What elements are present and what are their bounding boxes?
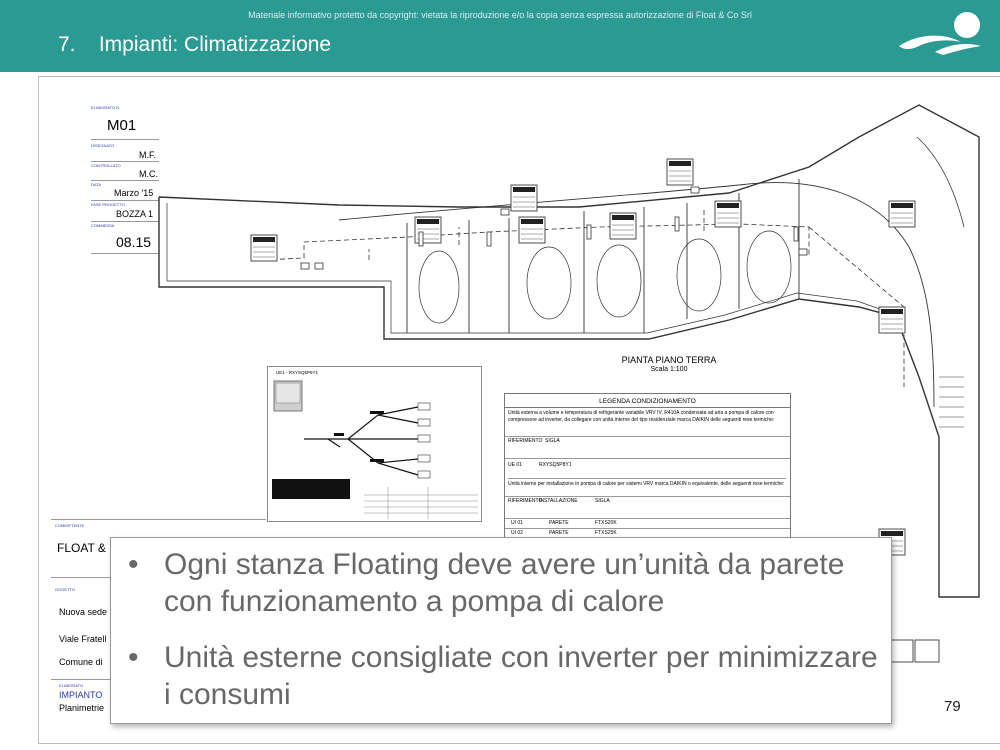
tb-fase-label: FASE PROGETTO xyxy=(91,202,125,207)
tb-disegnato-value: M.F. xyxy=(139,150,156,160)
legend-row xyxy=(505,528,790,537)
slide-title: 7. Impianti: Climatizzazione xyxy=(58,33,332,56)
bullet-text: Ogni stanza Floating deve avere un’unità da parete con funzionamento a pompa di calore xyxy=(164,548,845,618)
tb-data-label: DATA xyxy=(91,182,102,187)
bullet-text: Unità esterne consigliate con inverter per minimizzare i consumi xyxy=(164,641,878,711)
hvac-legend xyxy=(504,393,791,545)
legend-title: LEGENDA CONDIZIONAMENTO xyxy=(599,398,696,405)
copyright-notice: Materiale informativo protetto da copyright: vietata la riproduzione e/o la copia senza espressa autorizzazione di Float & Co Srl xyxy=(248,10,752,20)
legend-header-row xyxy=(505,496,790,505)
legend-header-row xyxy=(505,436,790,445)
legend-cell: PARETE xyxy=(549,520,569,526)
legend-text: Unità esterna a volume e temperatura di refrigerante variabile VRV IV, R410A condensata ad aria a pompa di calore con compressore ad inverter, da collegare con unità interne del tipo residenziale marca DAIKIN delle seguenti rese termiche: xyxy=(508,410,775,423)
refrigerant-schema xyxy=(267,366,482,522)
tb-elaborato-value: M01 xyxy=(107,117,137,134)
page-number: 79 xyxy=(944,698,961,715)
bullet-dot: • xyxy=(128,641,139,674)
tb-elaborato2-label: ELABORATO xyxy=(59,683,84,688)
company-logo xyxy=(895,8,985,60)
tb-elaborato2-sub: Planimetrie xyxy=(59,703,105,713)
legend-text: Unità interne per installazione in pompa di calore per sistemi VRV marca DAIKIN o equivalente, delle seguenti rese termiche: xyxy=(508,478,786,488)
legend-col-header: SIGLA xyxy=(595,498,610,504)
tb-oggetto-line: Comune di xyxy=(59,657,103,667)
schema-title: UE1 - RXYSQ5P8Y1 xyxy=(276,370,319,375)
tb-controllato-label: CONTROLLATO xyxy=(91,163,121,168)
bullet-callout-box xyxy=(110,537,892,724)
tb-disegnato-label: DISEGNATO xyxy=(91,143,115,148)
plan-scale: Scala 1:100 xyxy=(650,366,688,373)
plan-title: PIANTA PIANO TERRA xyxy=(621,355,717,365)
legend-col-header: INSTALLAZIONE xyxy=(539,498,578,504)
schema-diagram xyxy=(268,367,481,521)
legend-col-header: RIFERIMENTO xyxy=(508,498,543,504)
legend-cell: FTXS25K xyxy=(595,530,617,536)
legend-cell: PARETE xyxy=(549,530,569,536)
bullet-dot: • xyxy=(128,548,139,581)
legend-col-header: RIFERIMENTO xyxy=(508,438,543,444)
tb-oggetto-line: Viale Fratell xyxy=(59,634,107,644)
legend-cell: UI 02 xyxy=(511,530,523,536)
tb-commessa-value: 08.15 xyxy=(116,234,152,250)
tb-data-value: Marzo '15 xyxy=(114,188,154,198)
tb-elaborato-label: ELABORATO N. xyxy=(91,105,121,110)
header-bar xyxy=(0,0,1000,72)
tb-oggetto-line: Nuova sede xyxy=(59,607,108,617)
tb-committente-label: COMMITTENTE xyxy=(55,523,85,528)
tb-oggetto-label: OGGETTO xyxy=(55,587,75,592)
legend-cell: UI 01 xyxy=(511,520,523,526)
legend-row xyxy=(505,458,790,471)
legend-cell: FTXS20K xyxy=(595,520,617,526)
legend-col-header: SIGLA xyxy=(545,438,560,444)
legend-cell: RXYSQ5P8Y1 xyxy=(539,462,572,468)
tb-committente-value: FLOAT & xyxy=(57,541,106,555)
tb-elaborato2-value: IMPIANTO xyxy=(59,690,103,700)
legend-row xyxy=(505,518,790,527)
tb-commessa-label: COMMESSA xyxy=(91,223,115,228)
tb-fase-value: BOZZA 1 xyxy=(116,209,154,219)
legend-cell: UE 01 xyxy=(508,462,522,468)
tb-controllato-value: M.C. xyxy=(139,169,158,179)
